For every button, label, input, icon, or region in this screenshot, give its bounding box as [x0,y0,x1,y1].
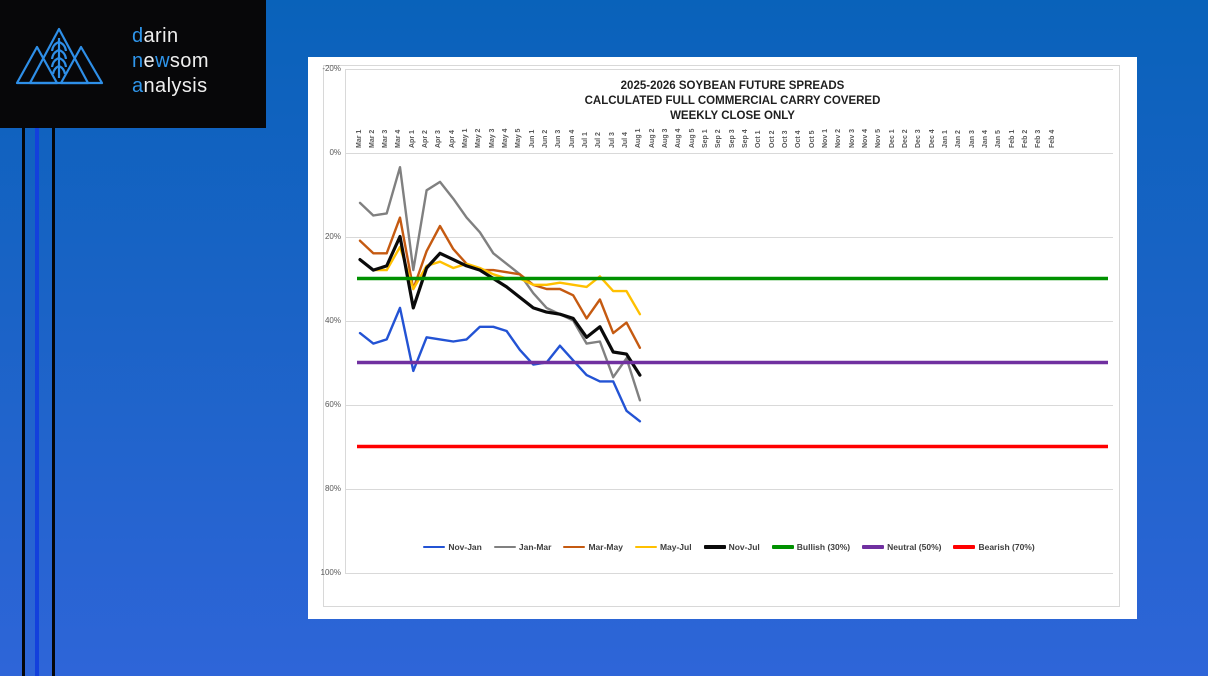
chart-legend [345,542,1113,552]
chart-panel [308,57,1137,619]
x-axis-tick-label: Aug 2 [648,128,656,148]
left-rule-black-1 [22,128,25,676]
x-axis-tick-label: Aug 5 [688,128,696,148]
x-axis-tick-label: Jun 3 [555,129,563,148]
legend-label: Nov-Jan [448,542,482,552]
legend-label: Mar-May [588,542,623,552]
x-axis-tick-label: Jun 2 [542,129,550,148]
legend-label: Bullish (30%) [796,542,851,552]
logo-line: darin [132,25,179,47]
legend-label: Neutral (50%) [887,542,942,552]
chart-title-line-2: CALCULATED FULL COMMERCIAL CARRY COVERED [584,95,881,107]
x-axis-tick-label: May 3 [488,128,496,148]
x-axis-tick-label: Jan 2 [955,130,963,148]
x-axis-tick-label: Mar 4 [395,129,403,148]
x-axis-tick-label: Apr 4 [448,130,456,148]
x-axis-tick-label: Oct 1 [755,130,763,148]
y-axis-tick-label: 60% [324,399,341,409]
legend-swatch [772,545,794,548]
legend-swatch [953,545,975,548]
x-axis-tick-label: Apr 2 [422,130,430,148]
x-axis-tick-label: Jun 1 [528,129,536,148]
legend-item-nov-jul [704,542,760,552]
x-axis-tick-label: Jan 4 [981,130,989,148]
legend-swatch [862,545,884,548]
legend-item-may-jul [635,542,692,552]
x-axis-tick-label: Jan 1 [941,130,949,148]
x-axis-tick-label: Apr 1 [408,130,416,148]
x-axis-tick-label: Sep 2 [715,129,723,148]
x-axis-tick-label: Jan 3 [968,130,976,148]
x-axis-tick-label: Nov 3 [848,128,856,148]
legend-item-nov-jan [423,542,482,552]
x-axis-tick-label: Jul 1 [582,132,590,148]
y-axis-tick-label: 40% [324,315,341,325]
legend-swatch [704,545,726,548]
x-axis-tick-label: Oct 2 [768,130,776,148]
legend-swatch [423,546,445,549]
x-axis-tick-label: May 2 [475,128,483,148]
logo-line: analysis [132,75,208,97]
logo-line: newsom [132,50,209,72]
x-axis-tick-label: Dec 4 [928,129,936,148]
x-axis-tick-label: Dec 2 [901,129,909,148]
x-axis-tick-label: May 5 [515,128,523,148]
dna-logo [0,0,266,128]
y-axis-tick-label: 100% [320,567,341,577]
x-axis-tick-label: Mar 1 [355,129,363,148]
y-axis-tick-label: 20% [324,231,341,241]
legend-swatch [635,546,657,549]
series-line-nov-jan [360,308,640,421]
x-axis-tick-label: Jul 3 [608,132,616,148]
x-axis-tick-label: Jul 4 [622,132,630,148]
legend-label: May-Jul [659,542,692,552]
x-axis-tick-label: Jul 2 [595,132,603,148]
legend-label: Bearish (70%) [978,542,1035,552]
x-axis-tick-label: Feb 1 [1008,129,1016,148]
legend-swatch [563,546,585,549]
x-axis-tick-label: Aug 4 [675,128,683,148]
x-axis-tick-label: Dec 3 [915,129,923,148]
x-axis-tick-label: Sep 1 [702,129,709,148]
x-axis-tick-label: Sep 4 [741,129,749,148]
x-axis-tick-label: Aug 1 [635,128,643,148]
legend-item-mar-may [563,542,622,552]
x-axis-tick-label: Feb 3 [1035,129,1043,148]
x-axis-tick-label: Feb 4 [1048,129,1056,148]
x-axis-tick-label: Nov 4 [861,128,869,148]
chart-plot-area [308,57,1137,619]
x-axis-tick-label: Jun 4 [568,129,576,148]
y-axis-tick-label: 0% [329,147,341,157]
legend-item-jan-mar [494,542,552,552]
logo-text [132,24,209,99]
left-rule-black-2 [52,128,55,676]
x-axis-tick-label: Nov 5 [875,128,883,148]
x-axis-tick-label: Mar 2 [368,129,376,148]
chart-title-line-1: 2025-2026 SOYBEAN FUTURE SPREADS [620,80,845,92]
legend-item-neutral-50- [862,542,941,552]
x-axis-tick-label: Sep 3 [728,129,736,148]
chart-title-line-3: WEEKLY CLOSE ONLY [670,110,795,122]
x-axis-tick-label: Nov 2 [835,128,843,148]
x-axis-tick-label: Dec 1 [888,129,896,148]
x-axis-tick-label: Oct 5 [808,130,816,148]
legend-label: Nov-Jul [728,542,760,552]
y-axis-tick-label: -20% [322,63,341,73]
mountain-wheat-icon [15,26,107,88]
left-rule-blue [35,128,39,676]
legend-label: Jan-Mar [518,542,552,552]
legend-item-bullish-30- [772,542,850,552]
x-axis-tick-label: Feb 2 [1021,129,1029,148]
legend-swatch [494,546,516,549]
x-axis-tick-label: May 4 [502,128,510,148]
x-axis-tick-label: Oct 4 [795,130,803,148]
y-axis-tick-label: 80% [324,483,341,493]
x-axis-tick-label: Aug 3 [662,128,670,148]
x-axis-tick-label: Apr 3 [435,130,443,148]
x-axis-tick-label: Jan 5 [995,130,1003,148]
x-axis-tick-label: May 1 [462,128,470,148]
x-axis-tick-label: Mar 3 [382,129,390,148]
x-axis-tick-label: Oct 3 [781,130,789,148]
x-axis-tick-label: Nov 1 [821,128,829,148]
legend-item-bearish-70- [953,542,1034,552]
